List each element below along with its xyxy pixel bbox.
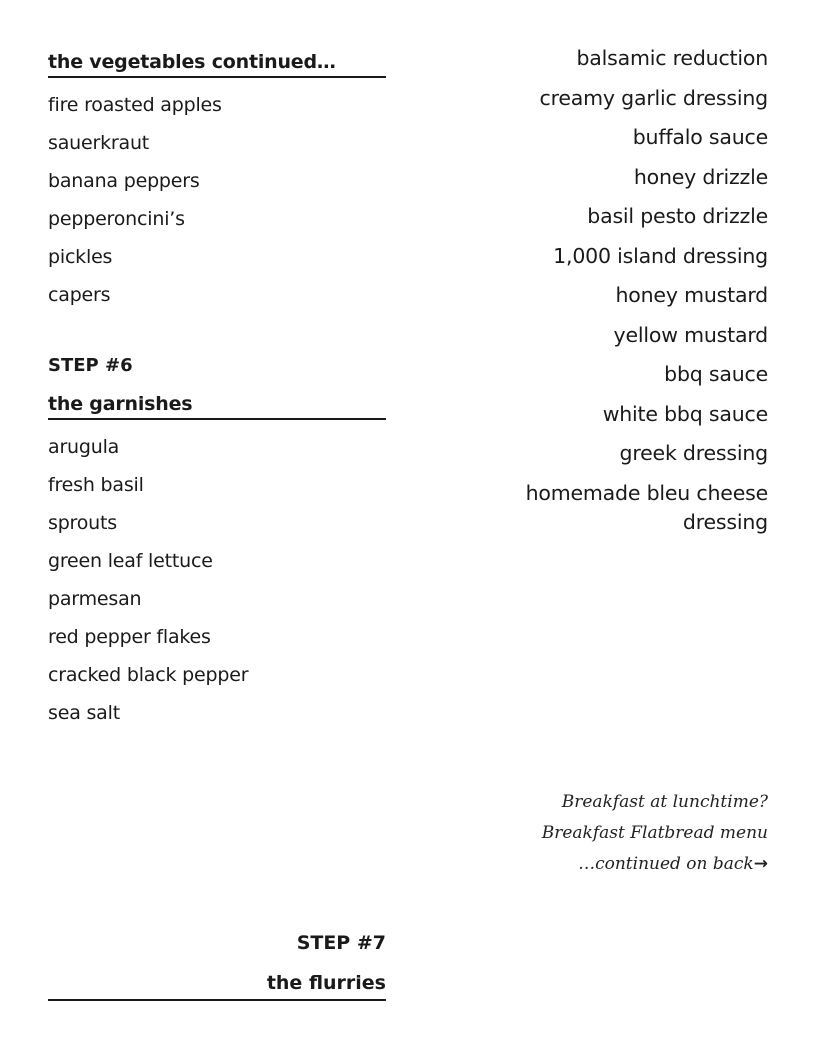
list-item: red pepper flakes	[48, 626, 211, 648]
list-item: fresh basil	[48, 474, 144, 496]
vegetables-list	[48, 86, 386, 314]
list-item: greek dressing	[619, 441, 768, 465]
list-item: bbq sauce	[664, 362, 768, 386]
list-item: 1,000 island dressing	[553, 243, 768, 268]
note-line: …continued on back	[578, 854, 754, 874]
step-6-label: STEP #6	[48, 355, 133, 376]
list-item: banana peppers	[48, 170, 200, 192]
flurries-heading: the flurries	[48, 968, 386, 1001]
list-item: balsamic reduction	[576, 46, 768, 70]
list-item: capers	[48, 284, 111, 306]
right-arrow-icon: →	[753, 854, 768, 874]
garnishes-list	[48, 428, 386, 732]
vegetables-heading: the vegetables continued…	[48, 49, 386, 78]
list-item: parmesan	[48, 588, 142, 610]
list-item: basil pesto drizzle	[587, 204, 768, 228]
list-item: homemade bleu cheese dressing	[525, 480, 768, 534]
sauces-column	[468, 44, 768, 547]
list-item: white bbq sauce	[602, 401, 768, 426]
list-item: sea salt	[48, 702, 120, 724]
list-item: fire roasted apples	[48, 94, 222, 116]
note-line-continued	[448, 849, 768, 880]
list-item: green leaf lettuce	[48, 550, 213, 572]
list-item: yellow mustard	[613, 322, 768, 347]
left-column	[48, 49, 386, 732]
list-item: cracked black pepper	[48, 664, 249, 686]
sauces-list	[468, 44, 768, 537]
breakfast-note	[448, 787, 768, 880]
list-item: arugula	[48, 436, 120, 458]
list-item: pepperoncini’s	[48, 208, 185, 230]
note-line: Breakfast Flatbread menu	[541, 823, 768, 843]
list-item: sauerkraut	[48, 132, 150, 154]
list-item: honey mustard	[615, 283, 768, 307]
garnishes-heading: the garnishes	[48, 391, 386, 420]
list-item: honey drizzle	[633, 164, 768, 189]
note-line: Breakfast at lunchtime?	[561, 792, 768, 812]
list-item: sprouts	[48, 512, 117, 534]
list-item: creamy garlic dressing	[539, 85, 768, 110]
list-item: buffalo sauce	[632, 125, 768, 149]
step-7-block	[48, 928, 386, 1001]
list-item: pickles	[48, 246, 113, 268]
step-7-label: STEP #7	[296, 932, 386, 954]
